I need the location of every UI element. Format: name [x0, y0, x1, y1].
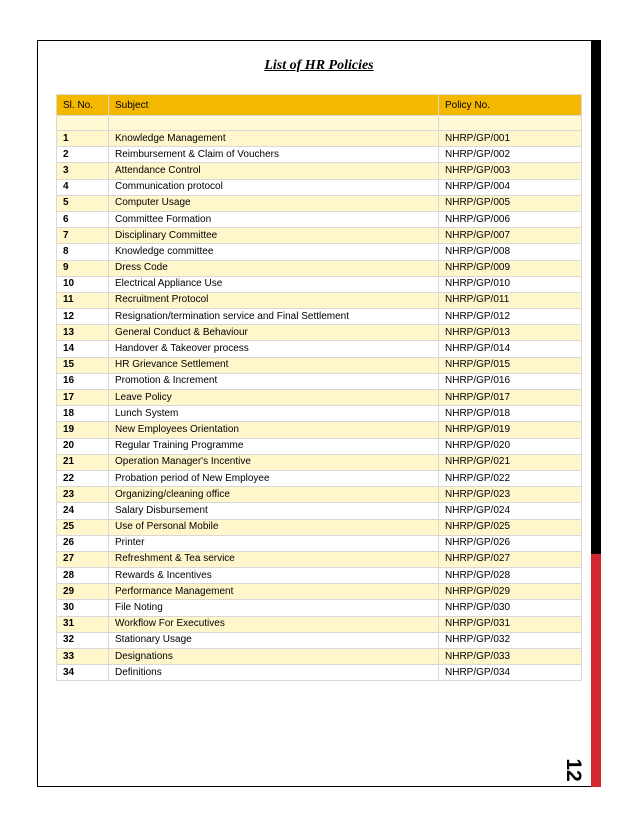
cell-sl-no: 3	[57, 163, 109, 179]
cell-subject: Recruitment Protocol	[109, 292, 439, 308]
table-row	[57, 568, 582, 584]
cell-sl-no: 6	[57, 211, 109, 227]
table-row	[57, 163, 582, 179]
cell-policy-no: NHRP/GP/029	[439, 584, 582, 600]
table-row	[57, 632, 582, 648]
table-row	[57, 373, 582, 389]
cell-subject: New Employees Orientation	[109, 422, 439, 438]
cell-sl-no: 23	[57, 487, 109, 503]
cell-policy-no: NHRP/GP/021	[439, 454, 582, 470]
table-row	[57, 228, 582, 244]
cell-sl-no: 32	[57, 632, 109, 648]
cell-sl-no: 22	[57, 470, 109, 486]
cell-sl-no: 11	[57, 292, 109, 308]
cell-subject: Stationary Usage	[109, 632, 439, 648]
cell-policy-no: NHRP/GP/025	[439, 519, 582, 535]
table-row	[57, 179, 582, 195]
cell-sl-no: 16	[57, 373, 109, 389]
cell-subject: General Conduct & Behaviour	[109, 325, 439, 341]
cell-subject: Performance Management	[109, 584, 439, 600]
cell-subject: Electrical Appliance Use	[109, 276, 439, 292]
table-row	[57, 422, 582, 438]
cell-subject: Rewards & Incentives	[109, 568, 439, 584]
cell-sl-no: 14	[57, 341, 109, 357]
cell-sl-no: 27	[57, 551, 109, 567]
cell-subject: Promotion & Increment	[109, 373, 439, 389]
cell-policy-no: NHRP/GP/031	[439, 616, 582, 632]
cell-subject: Reimbursement & Claim of Vouchers	[109, 147, 439, 163]
cell-sl-no: 31	[57, 616, 109, 632]
cell-policy-no: NHRP/GP/027	[439, 551, 582, 567]
table-row	[57, 309, 582, 325]
cell-sl-no: 21	[57, 454, 109, 470]
table-row	[57, 406, 582, 422]
cell-policy-no: NHRP/GP/003	[439, 163, 582, 179]
cell-sl-no: 13	[57, 325, 109, 341]
cell-subject: Definitions	[109, 665, 439, 681]
table-row	[57, 438, 582, 454]
cell-policy-no: NHRP/GP/008	[439, 244, 582, 260]
cell-sl-no: 20	[57, 438, 109, 454]
cell-policy-no: NHRP/GP/012	[439, 309, 582, 325]
hr-policies-table	[56, 94, 582, 681]
cell-sl-no: 12	[57, 309, 109, 325]
table-row	[57, 276, 582, 292]
cell-subject: Workflow For Executives	[109, 616, 439, 632]
cell-policy-no: NHRP/GP/001	[439, 131, 582, 147]
header-subject: Subject	[109, 95, 439, 116]
cell-policy-no: NHRP/GP/009	[439, 260, 582, 276]
table-row	[57, 551, 582, 567]
table-row	[57, 487, 582, 503]
cell-subject: Organizing/cleaning office	[109, 487, 439, 503]
table-row	[57, 292, 582, 308]
cell-subject: Designations	[109, 649, 439, 665]
table-row	[57, 147, 582, 163]
cell-subject: Refreshment & Tea service	[109, 551, 439, 567]
cell-subject: Dress Code	[109, 260, 439, 276]
table-row	[57, 470, 582, 486]
cell-policy-no: NHRP/GP/016	[439, 373, 582, 389]
cell-sl-no: 33	[57, 649, 109, 665]
cell-sl-no: 17	[57, 390, 109, 406]
cell-sl-no: 2	[57, 147, 109, 163]
table-row	[57, 584, 582, 600]
cell-subject: Lunch System	[109, 406, 439, 422]
cell-policy-no: NHRP/GP/022	[439, 470, 582, 486]
cell-policy-no: NHRP/GP/018	[439, 406, 582, 422]
cell-policy-no: NHRP/GP/019	[439, 422, 582, 438]
table-row	[57, 649, 582, 665]
table-row	[57, 131, 582, 147]
table-row	[57, 211, 582, 227]
cell-sl-no: 9	[57, 260, 109, 276]
cell-policy-no: NHRP/GP/006	[439, 211, 582, 227]
cell-policy-no: NHRP/GP/017	[439, 390, 582, 406]
cell-sl-no: 10	[57, 276, 109, 292]
cell-subject: Probation period of New Employee	[109, 470, 439, 486]
cell-policy-no: NHRP/GP/013	[439, 325, 582, 341]
cell-sl-no: 1	[57, 131, 109, 147]
cell-subject: Knowledge Management	[109, 131, 439, 147]
cell-policy-no: NHRP/GP/002	[439, 147, 582, 163]
cell-sl-no: 7	[57, 228, 109, 244]
cell-policy-no: NHRP/GP/015	[439, 357, 582, 373]
cell-sl-no: 28	[57, 568, 109, 584]
cell-policy-no: NHRP/GP/028	[439, 568, 582, 584]
cell-sl-no: 19	[57, 422, 109, 438]
table-row	[57, 616, 582, 632]
table-row	[57, 244, 582, 260]
cell-sl-no: 4	[57, 179, 109, 195]
table-spacer-row	[57, 116, 582, 131]
table-row	[57, 600, 582, 616]
cell-subject: Computer Usage	[109, 195, 439, 211]
table-row	[57, 195, 582, 211]
cell-sl-no: 30	[57, 600, 109, 616]
cell-subject: Salary Disbursement	[109, 503, 439, 519]
cell-policy-no: NHRP/GP/033	[439, 649, 582, 665]
document-title: List of HR Policies	[264, 58, 374, 73]
cell-subject: Attendance Control	[109, 163, 439, 179]
cell-policy-no: NHRP/GP/010	[439, 276, 582, 292]
cell-subject: File Noting	[109, 600, 439, 616]
cell-policy-no: NHRP/GP/004	[439, 179, 582, 195]
cell-subject: Leave Policy	[109, 390, 439, 406]
side-bar-black	[591, 40, 601, 554]
header-sl-no: Sl. No.	[57, 95, 109, 116]
table-row	[57, 260, 582, 276]
cell-sl-no: 5	[57, 195, 109, 211]
cell-policy-no: NHRP/GP/007	[439, 228, 582, 244]
header-policy-no: Policy No.	[439, 95, 582, 116]
cell-policy-no: NHRP/GP/011	[439, 292, 582, 308]
table-row	[57, 535, 582, 551]
cell-subject: Handover & Takeover process	[109, 341, 439, 357]
cell-sl-no: 34	[57, 665, 109, 681]
cell-sl-no: 24	[57, 503, 109, 519]
cell-sl-no: 29	[57, 584, 109, 600]
cell-sl-no: 18	[57, 406, 109, 422]
cell-subject: Communication protocol	[109, 179, 439, 195]
table-header-row	[57, 95, 582, 116]
cell-sl-no: 25	[57, 519, 109, 535]
table-row	[57, 503, 582, 519]
cell-sl-no: 26	[57, 535, 109, 551]
cell-policy-no: NHRP/GP/030	[439, 600, 582, 616]
cell-policy-no: NHRP/GP/020	[439, 438, 582, 454]
cell-subject: Use of Personal Mobile	[109, 519, 439, 535]
cell-subject: Committee Formation	[109, 211, 439, 227]
cell-policy-no: NHRP/GP/023	[439, 487, 582, 503]
cell-policy-no: NHRP/GP/005	[439, 195, 582, 211]
table-row	[57, 357, 582, 373]
cell-subject: Disciplinary Committee	[109, 228, 439, 244]
cell-subject: Regular Training Programme	[109, 438, 439, 454]
cell-subject: Operation Manager's Incentive	[109, 454, 439, 470]
table-row	[57, 519, 582, 535]
table-row	[57, 665, 582, 681]
table-row	[57, 341, 582, 357]
cell-policy-no: NHRP/GP/032	[439, 632, 582, 648]
cell-policy-no: NHRP/GP/014	[439, 341, 582, 357]
cell-sl-no: 8	[57, 244, 109, 260]
cell-policy-no: NHRP/GP/026	[439, 535, 582, 551]
table-row	[57, 325, 582, 341]
page-number: 12	[562, 758, 585, 782]
side-bar-red	[591, 554, 601, 787]
cell-subject: Resignation/termination service and Final Settlement	[109, 309, 439, 325]
cell-policy-no: NHRP/GP/024	[439, 503, 582, 519]
cell-subject: HR Grievance Settlement	[109, 357, 439, 373]
cell-subject: Knowledge committee	[109, 244, 439, 260]
cell-policy-no: NHRP/GP/034	[439, 665, 582, 681]
cell-sl-no: 15	[57, 357, 109, 373]
table-row	[57, 454, 582, 470]
table-row	[57, 390, 582, 406]
cell-subject: Printer	[109, 535, 439, 551]
